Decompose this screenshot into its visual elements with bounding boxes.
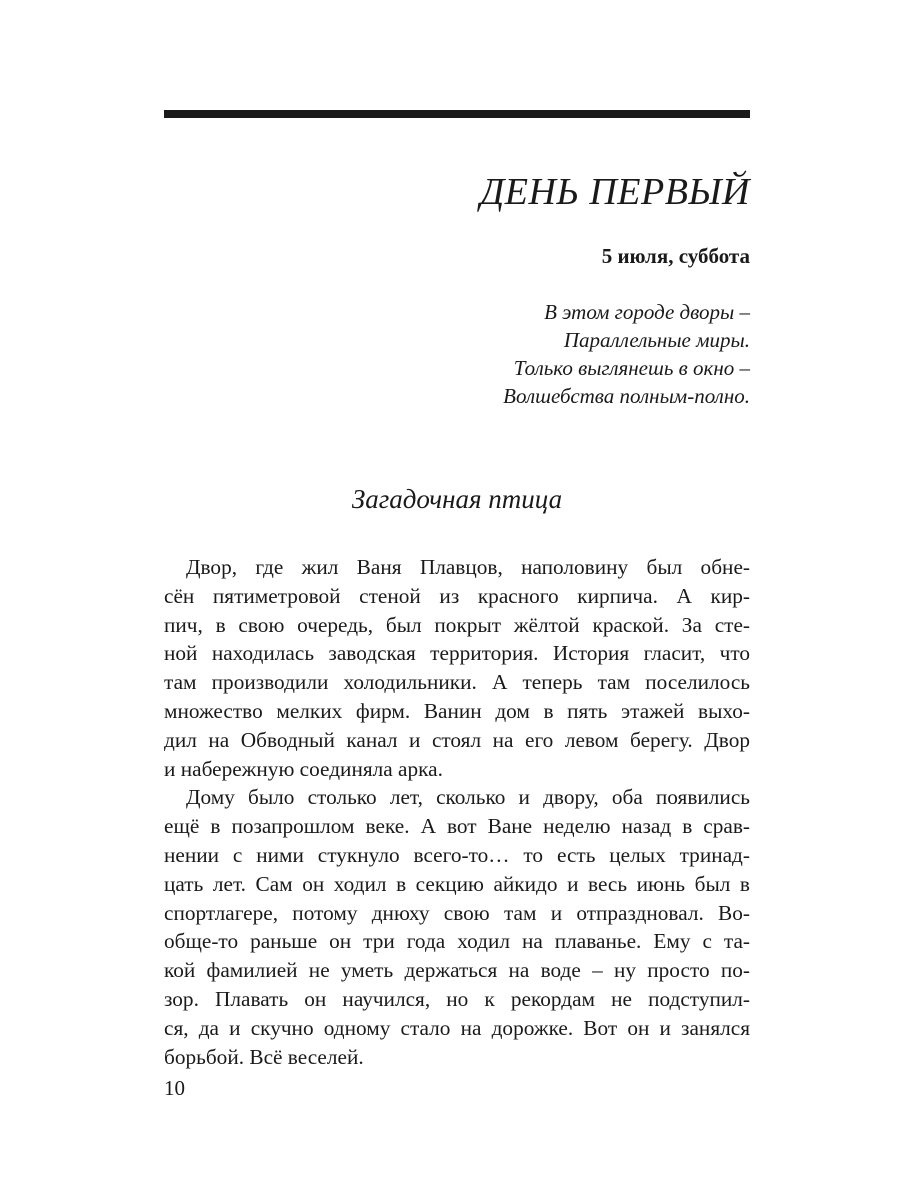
text-line: кой фамилией не уметь держаться на воде – ну просто по- — [164, 958, 750, 983]
epigraph-line: Параллельные миры. — [563, 328, 750, 352]
text-line: обще-то раньше он три года ходил на плаванье. Ему с та- — [164, 929, 750, 954]
epigraph-line: Только выглянешь в окно – — [513, 356, 750, 380]
text-line: Двор, где жил Ваня Плавцов, наполовину был обне- — [186, 555, 750, 579]
text-line: ся, да и скучно одному стало на дорожке. Вот он и занялся — [164, 1015, 750, 1040]
text-line: зор. Плавать он научился, но к рекордам не подступил- — [164, 986, 750, 1011]
epigraph-line: В этом городе дворы – — [544, 300, 750, 324]
epigraph — [503, 298, 750, 410]
text-line: Дому было столько лет, сколько и двору, оба появились — [186, 785, 750, 810]
section-title: Загадочная птица — [351, 484, 563, 514]
text-line: множество мелких фирм. Ванин дом в пять этажей выхо- — [164, 698, 750, 723]
text-line: цать лет. Сам он ходил в секцию айкидо и весь июнь был в — [164, 871, 750, 896]
text-line: и набережную соединяла арка. — [164, 756, 443, 781]
body-text — [164, 553, 750, 1071]
text-line: борьбой. Всё веселей. — [164, 1044, 364, 1069]
text-line: ещё в позапрошлом веке. А вот Ване неделю назад в срав- — [164, 814, 750, 839]
text-line: сён пятиметровой стеной из красного кирпича. А кир- — [164, 583, 750, 608]
text-line: нении с ними стукнуло всего-то… то есть целых тринад- — [164, 842, 750, 867]
chapter-title: ДЕНЬ ПЕРВЫЙ — [480, 171, 750, 213]
text-line: там производили холодильники. А теперь там поселилось — [164, 670, 750, 695]
top-rule — [164, 110, 750, 118]
epigraph-line: Волшебства полным-полно. — [503, 384, 750, 408]
text-line: пич, в свою очередь, был покрыт жёлтой краской. За сте- — [164, 612, 750, 637]
text-line: спортлагере, потому днюху свою там и отпраздновал. Во- — [164, 900, 750, 925]
text-line: дил на Обводный канал и стоял на его левом берегу. Двор — [164, 727, 750, 752]
paragraph — [164, 553, 750, 783]
chapter-date: 5 июля, суббота — [601, 244, 750, 268]
paragraph — [164, 783, 750, 1071]
page-number: 10 — [164, 1076, 185, 1100]
text-line: ной находилась заводская территория. История гласит, что — [164, 641, 750, 666]
